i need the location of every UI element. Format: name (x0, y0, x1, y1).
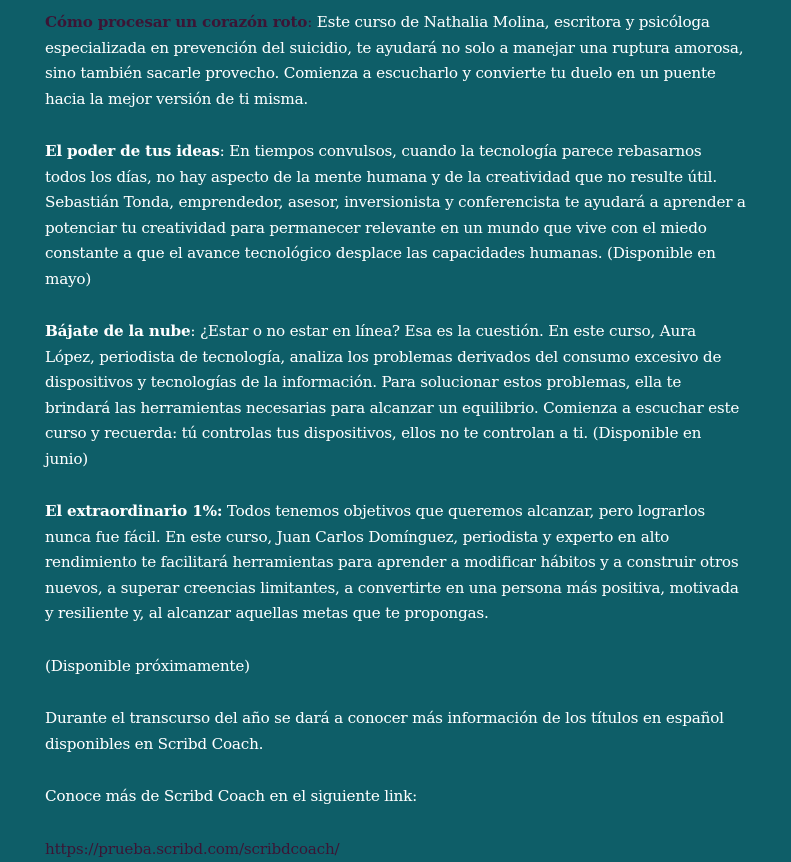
course-description-2: En tiempos convulsos, cuando la tecnología parece rebasarnos todos los días, no hay aspecto de la mente humana y de la creatividad que no resulte útil. Sebastián Tonda, emprendedor, asesor, inversionista y conferencista te ayudará a aprender a potenciar tu creatividad para permanecer relevante en un mundo que vive con el miedo constante a que el avance tecnológico desplace las capacidades humanas. (Disponible en mayo) (45, 142, 746, 288)
course-title-4-colon: : (217, 502, 222, 520)
course-title-1: Cómo procesar un corazón roto (45, 13, 307, 31)
course-title-1-colon: : (307, 13, 312, 31)
info-note: Durante el transcurso del año se dará a conocer más información de los títulos en español disponibles en Scribd Coach. (45, 706, 747, 757)
availability-note: (Disponible próximamente) (45, 654, 747, 680)
course-paragraph-3 (45, 319, 747, 472)
course-title-2: El poder de tus ideas (45, 142, 220, 160)
scribd-coach-link[interactable]: https://prueba.scribd.com/scribdcoach/ (45, 840, 339, 858)
link-intro: Conoce más de Scribd Coach en el siguiente link: (45, 784, 747, 810)
course-paragraph-1 (45, 10, 747, 112)
course-title-3: Bájate de la nube (45, 322, 190, 340)
course-description-1: Este curso de Nathalia Molina, escritora y psicóloga especializada en prevención del suicidio, te ayudará no solo a manejar una ruptura amorosa, sino también sacarle provecho. Comienza a escucharlo y convierte tu duelo en un puente hacia la mejor versión de ti misma. (45, 13, 743, 108)
link-paragraph (45, 837, 747, 862)
course-title-4: El extraordinario 1% (45, 502, 217, 520)
course-paragraph-2 (45, 139, 747, 292)
course-paragraph-4 (45, 499, 747, 627)
course-description-4: Todos tenemos objetivos que queremos alcanzar, pero lograrlos nunca fue fácil. En este curso, Juan Carlos Domínguez, periodista y experto en alto rendimiento te facilitará herramientas para aprender a modificar hábitos y a construir otros nuevos, a superar creencias limitantes, a convertirte en una persona más positiva, motivada y resiliente y, al alcanzar aquellas metas que te propongas. (45, 502, 739, 622)
course-title-2-colon: : (220, 142, 225, 160)
course-title-3-colon: : (190, 322, 195, 340)
course-description-3: ¿Estar o no estar en línea? Esa es la cuestión. En este curso, Aura López, periodista de tecnología, analiza los problemas derivados del consumo excesivo de dispositivos y tecnologías de la información. Para solucionar estos problemas, ella te brindará las herramientas necesarias para alcanzar un equilibrio. Comienza a escuchar este curso y recuerda: tú controlas tus dispositivos, ellos no te controlan a ti. (Disponible en junio) (45, 322, 739, 468)
